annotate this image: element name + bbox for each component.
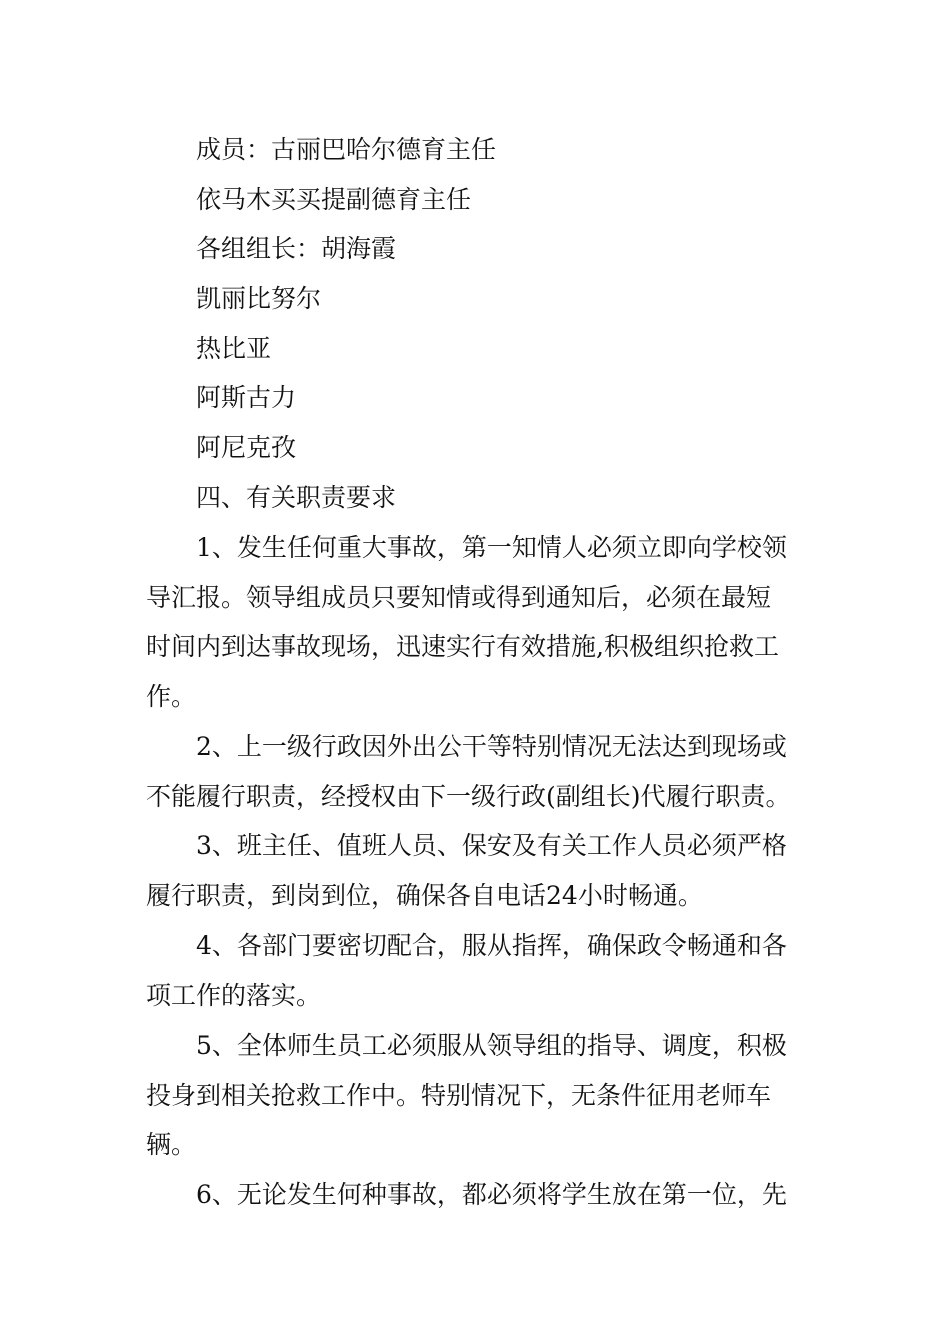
paragraph-line: 5、全体师生员工必须服从领导组的指导、调度，积极 xyxy=(196,1031,787,1060)
member-line: 依马木买买提副德育主任 xyxy=(196,185,472,214)
paragraph-line: 作。 xyxy=(146,682,197,711)
paragraph-line: 1、发生任何重大事故，第一知情人必须立即向学校领 xyxy=(196,533,787,562)
paragraph-line: 不能履行职责，经授权由下一级行政(副组长)代履行职责。 xyxy=(146,782,791,811)
paragraph-line: 时间内到达事故现场，迅速实行有效措施,积极组织抢救工 xyxy=(146,632,779,661)
paragraph-line: 项工作的落实。 xyxy=(146,981,322,1010)
paragraph-line: 2、上一级行政因外出公干等特别情况无法达到现场或 xyxy=(196,732,787,761)
section-heading: 四、有关职责要求 xyxy=(196,483,397,512)
paragraph-line: 6、无论发生何种事故，都必须将学生放在第一位，先 xyxy=(196,1180,787,1209)
paragraph-line: 投身到相关抢救工作中。特别情况下，无条件征用老师车 xyxy=(146,1081,772,1110)
member-line: 成员：古丽巴哈尔德育主任 xyxy=(196,135,497,164)
paragraph-line: 辆。 xyxy=(146,1130,197,1159)
paragraph-line: 3、班主任、值班人员、保安及有关工作人员必须严格 xyxy=(196,831,787,860)
paragraph-line: 履行职责，到岗到位，确保各自电话24小时畅通。 xyxy=(146,881,703,910)
group-leaders-line: 各组组长：胡海霞 xyxy=(196,234,397,263)
member-line: 热比亚 xyxy=(196,334,272,363)
member-line: 凯丽比努尔 xyxy=(196,284,322,313)
paragraph-line: 导汇报。领导组成员只要知情或得到通知后，必须在最短 xyxy=(146,583,772,612)
paragraph-line: 4、各部门要密切配合，服从指挥，确保政令畅通和各 xyxy=(196,931,787,960)
member-line: 阿斯古力 xyxy=(196,383,297,412)
member-line: 阿尼克孜 xyxy=(196,433,297,462)
